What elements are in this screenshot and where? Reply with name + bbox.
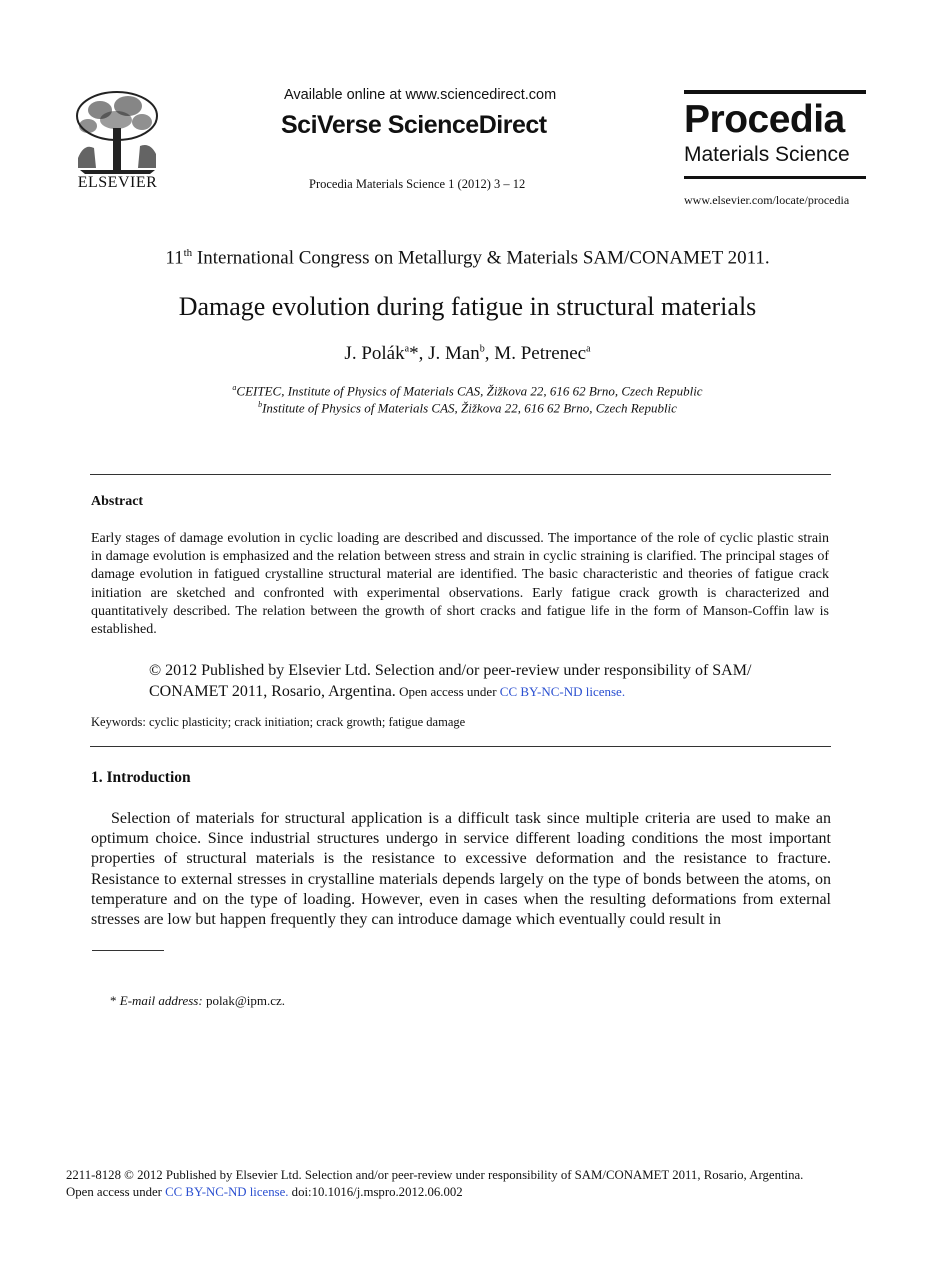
author-affiliation-mark: b [479,343,485,355]
divider [90,746,831,747]
author-affiliation-mark: a [404,343,410,355]
affiliation-text: Institute of Physics of Materials CAS, Žižkova 22, 616 62 Brno, Czech Republic [262,400,677,416]
affiliation [0,383,935,399]
footnote-marker: * [110,993,120,1008]
conference-ordinal: th [183,247,193,259]
journal-brand: Procedia [684,98,845,141]
logo-rule-top [684,90,866,94]
copyright-notice [149,660,809,702]
footer-license-link[interactable]: CC BY-NC-ND license. [165,1185,289,1199]
conference-number: 11 [165,247,184,269]
divider [90,474,831,475]
author-name: M. Petrenec [494,343,587,364]
affiliation [0,400,935,416]
publisher-name: ELSEVIER [77,174,158,191]
author-separator: *, [409,343,429,364]
journal-brand-subtitle: Materials Science [684,143,850,166]
author-affiliation-mark: a [586,343,591,355]
section-heading: 1. Introduction [91,769,191,786]
copyright-text: © 2012 Published by Elsevier Ltd. Selection and/or peer-review under responsibility of SAM/ CONAMET 2011, Rosario, Argentina. [149,662,752,700]
affiliation-mark: a [232,383,237,392]
abstract-text: Early stages of damage evolution in cyclic loading are described and discussed. The importance of the role of cyclic plastic strain in damage evolution is emphasized and the relation between stress and strain in cyclic straining is clarified. The principal stages of damage evolution in fatigued crystalline structural material are identified. The basic characteristic and theories of fatigue crack initiation are sketched and confronted with experimental observations. Early fatigue crack growth is characterized and quantitatively described. The relation between the growth of short cracks and fatigue life in the form of Manson-Coffin law is established. [91,531,829,638]
journal-logo [684,90,866,179]
footer-copyright: 2211-8128 © 2012 Published by Elsevier Ltd. Selection and/or peer-review under responsibility of SAM/CONAMET 2011, Rosario, Argentina. [66,1168,804,1182]
author-name: J. Man [428,343,480,364]
footnote [110,993,285,1009]
abstract-heading: Abstract [91,494,144,509]
footnote-label: E-mail address: [119,993,203,1008]
keywords: Keywords: cyclic plasticity; crack initiation; crack growth; fatigue damage [91,715,466,729]
open-access-text: Open access under [395,684,500,699]
journal-reference: Procedia Materials Science 1 (2012) 3 – 12 [309,177,526,191]
affiliation-text: CEITEC, Institute of Physics of Materials CAS, Žižkova 22, 616 62 Brno, Czech Republic [236,383,703,399]
affiliation-mark: b [258,400,263,409]
conference-line [0,247,935,269]
author-list [0,343,935,365]
footer-open-access: Open access under [66,1185,166,1199]
footnote-email[interactable]: polak@ipm.cz. [202,993,286,1008]
author-name: J. Polák [344,343,405,364]
paper-title: Damage evolution during fatigue in structural materials [178,292,757,321]
author-separator: , [484,343,495,364]
conference-name: International Congress on Metallurgy & Materials SAM/CONAMET 2011. [192,247,770,269]
footer-doi[interactable]: doi:10.1016/j.mspro.2012.06.002 [288,1185,463,1199]
footer-license-line [66,1185,463,1200]
journal-url[interactable]: www.elsevier.com/locate/procedia [684,193,850,207]
license-link[interactable]: CC BY-NC-ND license. [499,684,626,699]
section-paragraph: Selection of materials for structural application is a difficult task since multiple criteria are used to make an optimum choice. Since industrial structures undergo in service different loading conditions the most important properties of structural materials is the resistance to excessive deformation and the resistance to fracture. Resistance to external stresses in crystalline materials depends largely on the type of bonds between the atoms, on temperature and on the type of loading. However, even in cases when the resulting deformations from external stresses are low but happen frequently they can introduce damage which eventually could result in [91,810,831,929]
logo-rule-bottom [684,176,866,179]
available-online-text[interactable]: Available online at www.sciencedirect.com [284,87,557,103]
platform-logo: SciVerse ScienceDirect [281,111,547,139]
footnote-divider [92,950,164,951]
